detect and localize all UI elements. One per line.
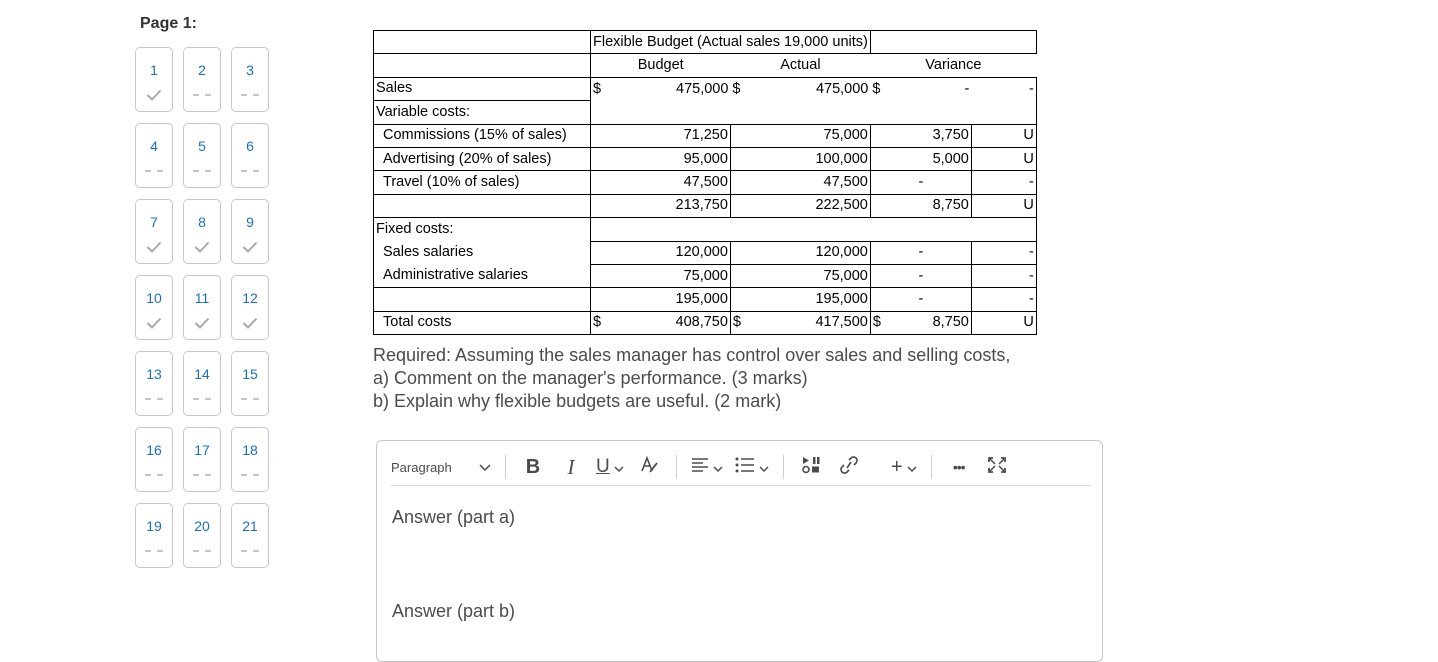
- table-row: Variable costs:: [374, 101, 1037, 124]
- text-color-icon: [639, 456, 659, 479]
- checkmark-icon: [242, 239, 258, 255]
- list-button[interactable]: [735, 453, 769, 481]
- question-number: 2: [198, 62, 206, 78]
- question-button-11[interactable]: [183, 275, 221, 340]
- table-subheader-row: [374, 54, 1037, 77]
- unanswered-dash-icon: [145, 163, 163, 179]
- chevron-down-icon: [713, 457, 723, 478]
- bold-button[interactable]: B: [525, 455, 541, 478]
- question-button-12[interactable]: [231, 275, 269, 340]
- insert-link-button[interactable]: [836, 453, 862, 481]
- unanswered-dash-icon: [241, 391, 259, 407]
- question-number: 5: [198, 138, 206, 154]
- italic-button[interactable]: I: [567, 454, 575, 479]
- question-number: 7: [150, 214, 158, 230]
- unanswered-dash-icon: [145, 543, 163, 559]
- answer-part-b-text[interactable]: Answer (part b): [392, 601, 516, 621]
- question-number: 3: [246, 62, 254, 78]
- checkmark-icon: [146, 87, 162, 103]
- col-variance: Variance: [870, 54, 1036, 77]
- required-line-1: Required: Assuming the sales manager has control over sales and selling costs,: [373, 345, 1011, 365]
- table-header-row: [374, 31, 1037, 54]
- question-number: 15: [242, 366, 258, 382]
- question-number: 14: [194, 366, 210, 382]
- rich-text-editor[interactable]: [376, 440, 1103, 662]
- chevron-down-icon: [614, 457, 624, 478]
- table-row: Total costs $ 408,750 $ 417,500 $ 8,750 U: [374, 311, 1037, 334]
- unanswered-dash-icon: [145, 467, 163, 483]
- table-title: Flexible Budget (Actual sales 19,000 units): [591, 31, 871, 54]
- insert-stuff-button[interactable]: +: [891, 453, 917, 481]
- checkmark-icon: [146, 239, 162, 255]
- question-button-21[interactable]: [231, 503, 269, 568]
- question-number: 11: [194, 290, 210, 306]
- question-button-9[interactable]: [231, 199, 269, 264]
- question-number: 8: [198, 214, 206, 230]
- question-number: 18: [242, 442, 258, 458]
- table-row: Administrative salaries 75,000 75,000 - -: [374, 264, 1037, 287]
- question-button-6[interactable]: [231, 123, 269, 188]
- unanswered-dash-icon: [193, 543, 211, 559]
- toolbar-divider: [931, 455, 932, 479]
- question-button-18[interactable]: [231, 427, 269, 492]
- unanswered-dash-icon: [145, 391, 163, 407]
- question-button-8[interactable]: [183, 199, 221, 264]
- question-button-1[interactable]: [135, 47, 173, 112]
- underline-button[interactable]: U: [596, 453, 624, 481]
- required-line-2: a) Comment on the manager's performance. (3 marks): [373, 368, 808, 388]
- question-button-10[interactable]: [135, 275, 173, 340]
- unanswered-dash-icon: [193, 163, 211, 179]
- table-row: 195,000 195,000 - -: [374, 288, 1037, 311]
- table-row: Fixed costs:: [374, 218, 1037, 241]
- fullscreen-icon: [987, 456, 1007, 479]
- question-number: 17: [194, 442, 210, 458]
- toolbar-divider: [676, 455, 677, 479]
- question-number: 10: [146, 290, 162, 306]
- question-number: 19: [146, 518, 162, 534]
- question-button-4[interactable]: [135, 123, 173, 188]
- page-label: Page 1:: [140, 15, 197, 32]
- question-number: 13: [146, 366, 162, 382]
- checkmark-icon: [242, 315, 258, 331]
- chevron-down-icon: [479, 460, 491, 475]
- unanswered-dash-icon: [193, 87, 211, 103]
- col-budget: Budget: [591, 54, 731, 77]
- question-number: 12: [242, 290, 258, 306]
- align-button[interactable]: [691, 453, 723, 481]
- checkmark-icon: [146, 315, 162, 331]
- paragraph-format-dropdown[interactable]: Paragraph: [391, 460, 497, 475]
- unanswered-dash-icon: [193, 467, 211, 483]
- required-line-3: b) Explain why flexible budgets are useful. (2 mark): [373, 391, 782, 411]
- more-options-button[interactable]: •••: [952, 459, 965, 475]
- question-button-15[interactable]: [231, 351, 269, 416]
- question-number: 9: [246, 214, 254, 230]
- unanswered-dash-icon: [193, 391, 211, 407]
- checkmark-icon: [194, 239, 210, 255]
- question-button-16[interactable]: [135, 427, 173, 492]
- checkmark-icon: [194, 315, 210, 331]
- question-button-13[interactable]: [135, 351, 173, 416]
- question-button-2[interactable]: [183, 47, 221, 112]
- toolbar-divider: [505, 455, 506, 479]
- unanswered-dash-icon: [241, 163, 259, 179]
- question-button-17[interactable]: [183, 427, 221, 492]
- editor-toolbar: [391, 449, 1091, 486]
- question-button-20[interactable]: [183, 503, 221, 568]
- question-number: 6: [246, 138, 254, 154]
- toolbar-divider: [783, 455, 784, 479]
- fullscreen-button[interactable]: [984, 453, 1010, 481]
- question-text: [373, 344, 1010, 413]
- unanswered-dash-icon: [241, 467, 259, 483]
- question-button-7[interactable]: [135, 199, 173, 264]
- unanswered-dash-icon: [241, 87, 259, 103]
- question-number: 4: [150, 138, 158, 154]
- toolbar-spacer: [876, 455, 877, 479]
- col-actual: Actual: [730, 54, 870, 77]
- question-button-3[interactable]: [231, 47, 269, 112]
- table-row: Sales salaries 120,000 120,000 - -: [374, 241, 1037, 264]
- question-number: 21: [242, 518, 258, 534]
- question-button-19[interactable]: [135, 503, 173, 568]
- table-row: Travel (10% of sales) 47,500 47,500 - -: [374, 171, 1037, 194]
- question-button-14[interactable]: [183, 351, 221, 416]
- question-navigator: [135, 47, 269, 568]
- question-button-5[interactable]: [183, 123, 221, 188]
- chevron-down-icon: [907, 457, 917, 478]
- flexible-budget-table: [373, 30, 1037, 335]
- insert-media-button[interactable]: [798, 453, 824, 481]
- table-row: Sales $ 475,000 $ 475,000 $ - -: [374, 77, 1037, 100]
- answer-part-a-text[interactable]: Answer (part a): [392, 507, 516, 527]
- question-number: 20: [194, 518, 210, 534]
- align-left-icon: [691, 457, 709, 478]
- unanswered-dash-icon: [241, 543, 259, 559]
- chevron-down-icon: [759, 457, 769, 478]
- question-number: 16: [146, 442, 162, 458]
- table-row: 213,750 222,500 8,750 U: [374, 194, 1037, 217]
- text-color-button[interactable]: [636, 453, 662, 481]
- question-number: 1: [150, 62, 158, 78]
- table-row: Advertising (20% of sales) 95,000 100,000 5,000 U: [374, 147, 1037, 170]
- table-row: Commissions (15% of sales) 71,250 75,000 3,750 U: [374, 124, 1037, 147]
- link-icon: [839, 456, 859, 479]
- bulleted-list-icon: [735, 457, 755, 478]
- media-icon: [801, 456, 821, 479]
